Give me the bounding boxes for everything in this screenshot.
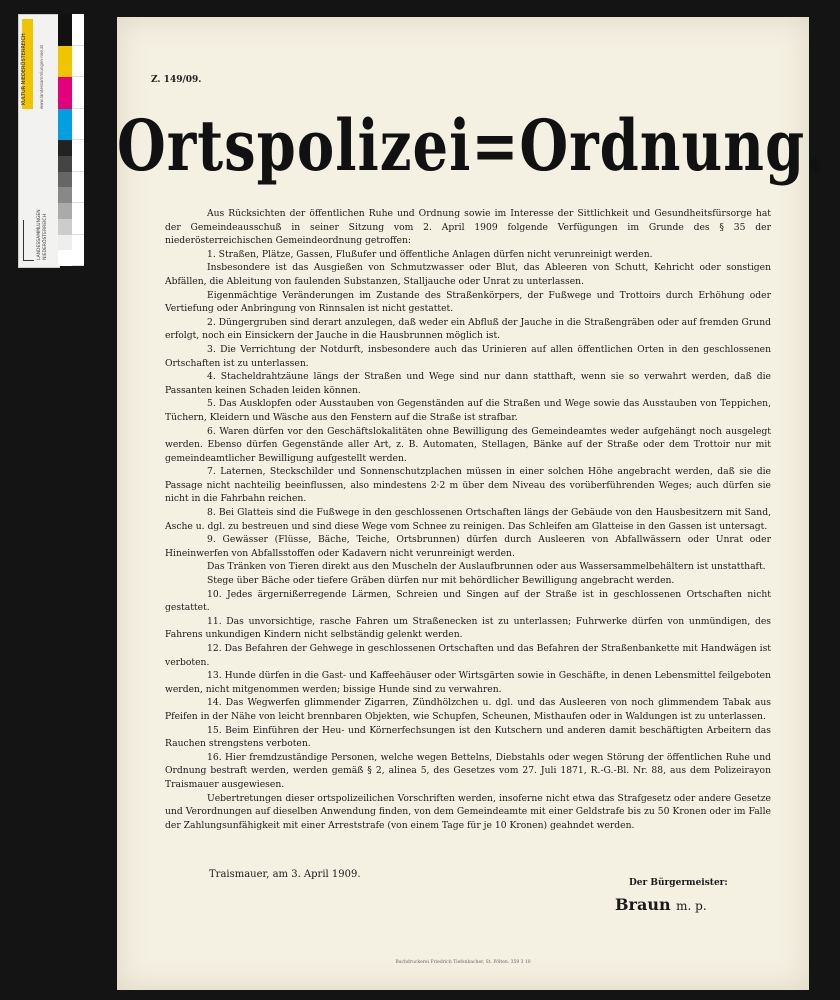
paragraph: 14. Das Wegwerfen glimmender Zigarren, Zündhölzchen u. dgl. und das Ausleeren von noch glimmendem Tabak aus Pfeifen in der Nähe von leicht brennbaren Objekten, wie Schupfen, Scheunen, Misthaufen oder in Waldungen ist zu unterlassen.: [165, 697, 771, 722]
paragraph: Das Tränken von Tieren direkt aus den Muscheln der Auslaufbrunnen oder aus Wassersammelbehältern ist unstatthaft.: [207, 561, 766, 573]
paragraph: 12. Das Befahren der Gehwege in geschlossenen Ortschaften und das Befahren der Straßenbankette mit Handwägen ist verboten.: [165, 643, 771, 668]
paragraph: 16. Hier fremdzuständige Personen, welche wegen Bettelns, Diebstahls oder wegen Störung der öffentlichen Ruhe und Ordnung bestraft werden, werden gemäß § 2, alinea 5, des Gesetzes vom 27. Juli 1871, R.-G.-Bl. Nr. 88, aus dem Polizeirayon Traismauer ausgewiesen.: [165, 751, 771, 790]
grayscale-calibration-bar: [72, 14, 84, 266]
printer-imprint: Buchdruckerei Friedrich Tiefenbacher, St. Pölten. 359 3 10: [395, 960, 531, 965]
signature-suffix: m. p.: [676, 899, 707, 913]
paragraph: 6. Waren dürfen vor den Geschäftslokalitäten ohne Bewilligung des Gemeindeamtes weder aufgehängt noch ausgelegt werden. Ebenso dürfen Gegenstände aller Art, z. B. Automaten, Stellagen, Bänke auf der Straße oder dem Trottoir nur mit gemeindeamtlicher Bewilligung aufgestellt werden.: [165, 425, 771, 464]
archive-logo-text: KULTUR NIEDERÖSTERREICH: [21, 33, 27, 105]
document-title: Ortspolizei=Ordnung.: [117, 105, 826, 188]
paragraph: 7. Laternen, Steckschilder und Sonnenschutzplachen müssen in einer solchen Höhe angebracht werden, daß sie die Passage nicht nachteilig beeinflussen, also mindestens 2·2 m über dem Niveau des vorüberführenden Weges; auch dürfen sie nicht in die Fahrbahn reichen.: [165, 466, 771, 505]
paragraph: 9. Gewässer (Flüsse, Bäche, Teiche, Ortsbrunnen) dürfen durch Ausleeren von Abfallwässern oder Unrat oder Hineinwerfen von Abfallsstoffen oder Kadavern nicht verunreinigt werden.: [165, 534, 771, 559]
paragraph: Eigenmächtige Veränderungen im Zustande des Straßenkörpers, der Fußwege und Trottoirs durch Erhöhung oder Vertiefung oder Anbringung von Rinnsalen ist nicht gestattet.: [165, 289, 771, 315]
archive-url-text: www.landessammlungen-noe.at: [39, 44, 44, 109]
paragraph: Stege über Bäche oder tiefere Gräben dürfen nur mit behördlicher Bewilligung angebracht werden.: [207, 575, 675, 587]
signature: [615, 895, 707, 914]
paragraph: 2. Düngergruben sind derart anzulegen, daß weder ein Abfluß der Jauche in die Straßengräben oder auf fremden Grund erfolgt, noch ein Einsickern der Jauche in die Hausbrunnen möglich ist.: [165, 316, 771, 342]
reference-number: Z. 149/09.: [151, 75, 202, 85]
paragraph: Uebertretungen dieser ortspolizeilichen Vorschriften werden, insoferne nicht etwa das Strafgesetz oder andere Gesetze und Verordnungen auf dieselben Anwendung finden, von dem Gemeindeamte mit einer Geldstrafe bis zu 50 Kronen oder im Falle der Zahlungsunfähigkeit mit einer Arreststrafe (von einem Tage für je 10 Kronen) geahndet werden.: [165, 792, 771, 831]
institution-text: LANDESSAMMLUNGEN NIEDERÖSTERREICH: [37, 209, 48, 260]
document-body: [165, 207, 771, 832]
paragraph: Insbesondere ist das Ausgießen von Schmutzwasser oder Blut, das Ableeren von Schutt, Kehricht oder sonstigen Abfällen, die Ableitung von faulenden Substanzen, Stalljauche oder Unrat zu unterlassen.: [165, 262, 771, 287]
paragraph: Aus Rücksichten der öffentlichen Ruhe und Ordnung sowie im Interesse der Sittlichkeit und Gesundheitsfürsorge hat der Gemeindeausschuß in seiner Sitzung vom 2. April 1909 folgende Verfügungen im Grunde des § 35 der niederösterreichischen Gemeindeordnung getroffen:: [165, 208, 771, 247]
paragraph: 10. Jedes ärgernißerregende Lärmen, Schreien und Singen auf der Straße ist in geschlossenen Ortschaften nicht gestattet.: [165, 588, 771, 614]
paragraph: 3. Die Verrichtung der Notdurft, insbesondere auch das Urinieren auf allen öffentlichen Orten in den geschlossenen Ortschaften ist zu unterlassen.: [165, 343, 771, 369]
signature-name: Braun: [615, 895, 671, 914]
paragraph: 11. Das unvorsichtige, rasche Fahren um Straßenecken ist zu unterlassen; Fuhrwerke dürfen von unmündigen, des Fahrens unkundigen Kindern nicht selbständig gelenkt werden.: [165, 615, 771, 641]
paragraph: 8. Bei Glatteis sind die Fußwege in den geschlossenen Ortschaften längs der Gebäude von den Hausbesitzern mit Sand, Asche u. dgl. zu bestreuen und sind diese Wege vom Schnee zu reinigen. Das Schleifen am Glatteise in den Gassen ist untersagt.: [165, 507, 771, 532]
color-calibration-bar: [58, 14, 72, 266]
paragraph: 1. Straßen, Plätze, Gassen, Flußufer und öffentliche Anlagen dürfen nicht verunreinigt werden.: [207, 248, 653, 260]
paragraph: 4. Stacheldrahtzäune längs der Straßen und Wege sind nur dann statthaft, wenn sie so verwahrt werden, daß die Passanten keinen Schaden leiden können.: [165, 371, 771, 396]
paragraph: 5. Das Ausklopfen oder Ausstauben von Gegenständen auf die Straßen und Wege sowie das Ausstauben von Teppichen, Tüchern, Kleidern und Wäsche aus den Fenstern auf die Straße ist strafbar.: [165, 398, 771, 423]
institution-mark: [23, 220, 34, 261]
poster-document: [117, 17, 826, 990]
signature-label: Der Bürgermeister:: [629, 878, 728, 888]
archive-color-strip: [18, 14, 60, 268]
paragraph: 15. Beim Einführen der Heu- und Körnerfechsungen ist den Kutschern und anderen damit beschäftigten Arbeitern das Rauchen strengstens verboten.: [165, 724, 771, 750]
paragraph: 13. Hunde dürfen in die Gast- und Kaffeehäuser oder Wirtsgärten sowie in Geschäfte, in denen Lebensmittel feilgeboten werden, nicht mitgenommen werden; bissige Hunde sind zu verwahren.: [165, 670, 771, 695]
date-line: Traismauer, am 3. April 1909.: [209, 869, 361, 880]
